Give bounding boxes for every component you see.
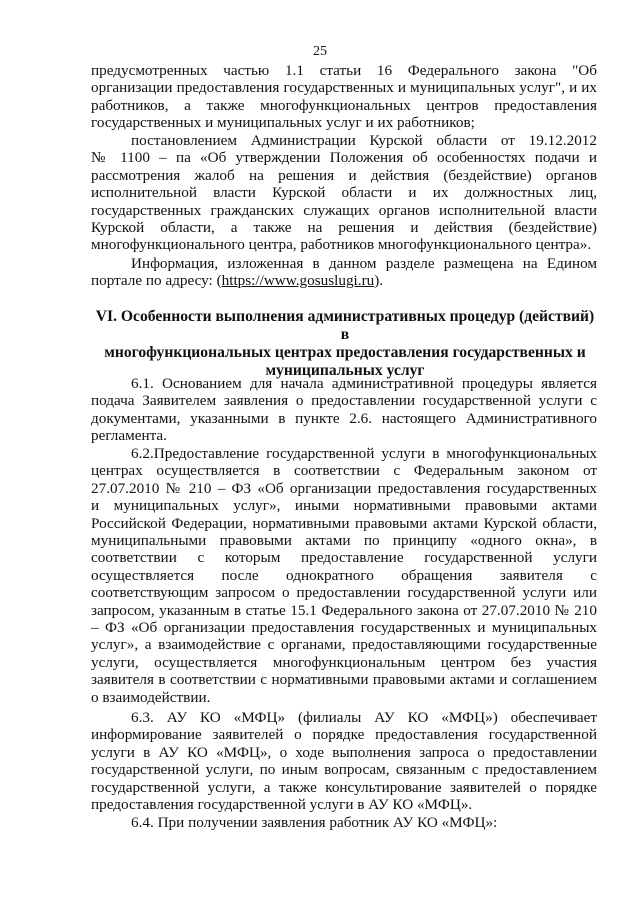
text-line: Курской области, а также на решения и действия (бездействие) [91,219,597,237]
text-line: государственной услуги, а также консультирование заявителей о порядке [91,778,597,796]
paragraph-6-2 [91,445,597,706]
page-number: 25 [313,44,327,59]
text-line [91,272,597,289]
section-title-line: муниципальных услуг [265,362,425,379]
section-title [90,308,600,380]
paragraph-6-3 [91,709,597,813]
text-line: соответствующим запросом о предоставлении государственной услуги или [91,584,597,602]
text-line: предоставления государственной услуги в АУ КО «МФЦ». [91,796,473,814]
text-line: 6.3. АУ КО «МФЦ» (филиалы АУ КО «МФЦ») обеспечивает [131,709,597,726]
text-line: регламента. [91,427,167,445]
text-line: информирование заявителей о порядке предоставления государственной [91,726,597,744]
text-line: и муниципальных услуг», иными нормативными правовыми актами [91,497,597,515]
text-line: исполнительной власти Курской области и их должностных лиц, [91,184,597,202]
text-line: многофункционального центра, работников многофункционального центра». [91,236,592,254]
text-line: 6.4. При получении заявления работник АУ КО «МФЦ»: [131,814,498,831]
text-line: услуг», а взаимодействие с органами, предоставляющими государственные [91,636,597,654]
text-line: о взаимодействии. [91,688,211,706]
text-line: государственной услуги, по иным вопросам, связанным с предоставлением [91,761,597,779]
text-line: услуги в АУ КО «МФЦ», о ходе выполнения запроса о предоставлении [91,743,597,761]
text-line: услуги, осуществляется многофункциональным центром без участия [91,653,597,671]
text-line: организации предоставления государственных и муниципальных услуг", и их [91,79,597,97]
text-line: Российской Федерации, нормативными правовыми актами Курской области, [91,514,597,532]
text-line: Информация, изложенная в данном разделе размещена на Едином [131,255,597,272]
text-line: заявителя в соответствии с нормативными правовыми актами и соглашением [91,671,597,689]
text-line: запросом, указанным в статье 15.1 Федерального закона от 27.07.2010 № 210 [91,601,597,619]
text-line: работников, а также многофункциональных центров предоставления [91,96,597,114]
section-title-line: VI. Особенности выполнения административных процедур (действий) в [95,308,595,343]
text-line: 27.07.2010 № 210 – ФЗ «Об организации предоставления государственных [91,479,597,497]
paragraph-resolution-1100 [91,132,597,254]
section-title-line: многофункциональных центрах предоставления государственных и [104,344,586,361]
text-line: соответствии с которым предоставление государственной услуги [91,549,597,567]
gosuslugi-link[interactable]: https://www.gosuslugi.ru [221,272,375,290]
text-line: 6.2.Предоставление государственной услуги в многофункциональных [131,445,597,462]
paragraph-6-1 [91,375,597,445]
portal-prefix: портале по адресу: ( [91,272,222,290]
text-line: документами, указанными в пункте 2.6. настоящего Административного [91,409,597,427]
text-line: постановлением Администрации Курской области от 19.12.2012 [131,132,597,149]
text-line: 6.1. Основанием для начала административной процедуры является [131,375,597,392]
paragraph-portal-info [91,255,597,290]
text-line: осуществляется после однократного обращения заявителя с [91,566,597,584]
text-line: муниципальными правовыми актами по принципу «одного окна», в [91,532,597,550]
text-line: предусмотренных частью 1.1 статьи 16 Федерального закона "Об [91,62,597,79]
text-line: № 1100 – па «Об утверждении Положения об особенностях подачи и [91,149,597,167]
text-line: государственных гражданских служащих органов исполнительной власти [91,201,597,219]
text-line: рассмотрения жалоб на решения и действия (бездействие) органов [91,166,597,184]
text-line: центрах осуществляется в соответствии с Федеральным законом от [91,462,597,480]
text-line: – ФЗ «Об организации предоставления государственных и муниципальных [91,619,597,637]
paragraph-legal-basis-continuation [91,62,597,132]
portal-suffix: ). [374,272,384,290]
paragraph-6-4 [91,814,597,831]
text-line: подача Заявителем заявления о предоставлении государственной услуги с [91,392,597,410]
text-line: государственных и муниципальных услуг и их работников; [91,114,475,132]
